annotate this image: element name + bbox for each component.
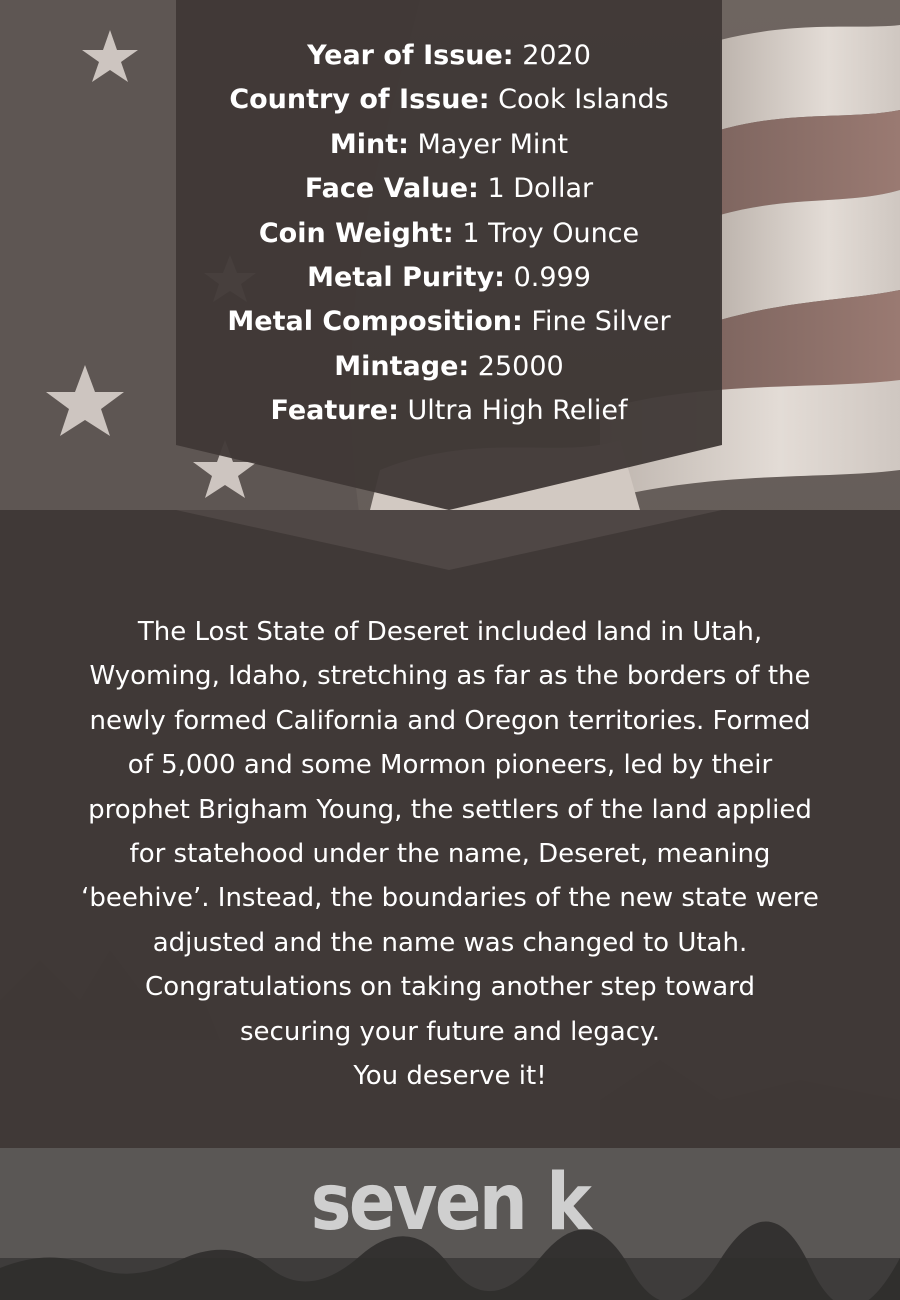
- story-line: of 5,000 and some Mormon pioneers, led by their: [127, 750, 773, 781]
- specs-panel: [176, 0, 722, 510]
- spec-row: [176, 300, 722, 344]
- specs-list: [176, 34, 722, 434]
- spec-value: 2020: [522, 40, 591, 71]
- spec-label: Mintage:: [334, 350, 470, 382]
- spec-value: Mayer Mint: [417, 128, 569, 160]
- story-line: Wyoming, Idaho, stretching as far as the borders of the: [89, 661, 811, 692]
- spec-value: 1 Troy Ounce: [462, 217, 640, 249]
- spec-label: Metal Composition:: [227, 306, 523, 338]
- spec-value: 0.999: [513, 261, 591, 293]
- spec-label: Mint:: [329, 128, 409, 160]
- story-line: adjusted and the name was changed to Utah.: [152, 927, 748, 958]
- story-line: prophet Brigham Young, the settlers of the land applied: [88, 794, 812, 825]
- spec-row: [176, 167, 722, 211]
- spec-label: Face Value:: [304, 173, 479, 205]
- spec-row: [176, 123, 722, 167]
- spec-row: [176, 256, 722, 300]
- story-line: for statehood under the name, Deseret, meaning: [129, 839, 771, 870]
- spec-label: Metal Purity:: [307, 261, 505, 293]
- story-line: securing your future and legacy.: [240, 1016, 660, 1047]
- spec-value: Ultra High Relief: [407, 395, 628, 427]
- spec-label: Coin Weight:: [258, 217, 454, 249]
- story-line: newly formed California and Oregon territories. Formed: [89, 705, 811, 736]
- spec-label: Feature:: [270, 395, 399, 427]
- spec-value: 1 Dollar: [487, 173, 594, 205]
- spec-row: [176, 34, 722, 78]
- spec-label: Year of Issue:: [307, 40, 514, 71]
- spec-row: [176, 212, 722, 256]
- spec-value: Cook Islands: [498, 84, 669, 116]
- story-line: Congratulations on taking another step toward: [145, 972, 755, 1003]
- spec-value: Fine Silver: [531, 306, 671, 338]
- spec-row: [176, 345, 722, 389]
- story-text: [20, 610, 880, 1098]
- story-line: You deserve it!: [353, 1061, 547, 1092]
- spec-row: [176, 389, 722, 433]
- story-line: ‘beehive’. Instead, the boundaries of the new state were: [81, 883, 819, 914]
- spec-value: 25000: [477, 350, 564, 382]
- story-line: The Lost State of Deseret included land in Utah,: [137, 617, 763, 647]
- brand-logo: seven k: [310, 1158, 590, 1248]
- spec-label: Country of Issue:: [229, 84, 490, 116]
- spec-row: [176, 78, 722, 122]
